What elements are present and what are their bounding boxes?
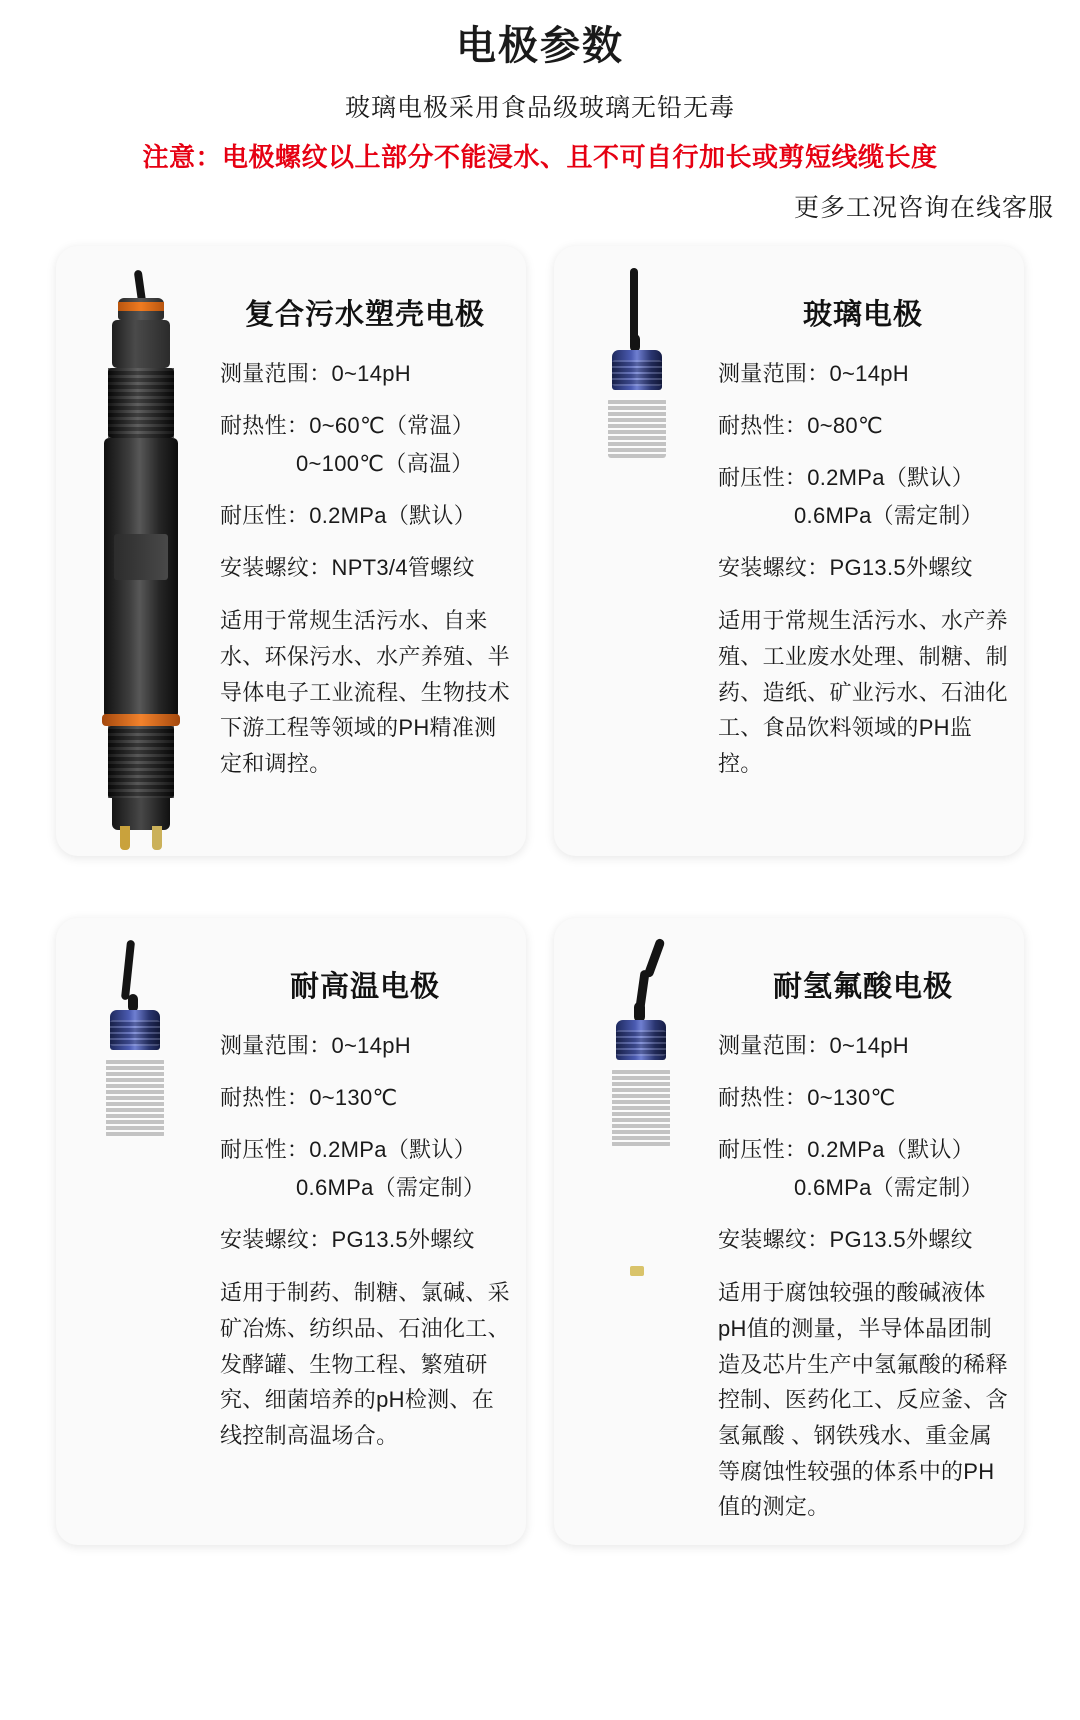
card-content xyxy=(216,936,510,1525)
spec-pressure-resistance: 耐压性：0.2MPa（默认） xyxy=(220,1137,477,1163)
card-title: 复合污水塑壳电极 xyxy=(244,299,485,331)
high-temperature-electrode-photo xyxy=(66,936,216,1525)
card-description: 适用于常规生活污水、水产养殖、工业废水处理、制糖、制药、造纸、矿业污水、石油化工、食品饮料领域的PH监控。 xyxy=(718,608,1008,776)
spec-measuring-range: 测量范围：0~14pH xyxy=(220,1033,411,1058)
spec-pressure-resistance: 耐压性：0.2MPa（默认） xyxy=(220,503,477,529)
electrode-card xyxy=(56,918,526,1545)
spec-mounting-thread: 安装螺纹：PG13.5外螺纹 xyxy=(220,1227,475,1253)
warning-text: 注意：电极螺纹以上部分不能浸水、且不可自行加长或剪短线缆长度 xyxy=(142,142,938,172)
spec-heat-resistance: 耐热性：0~130℃ xyxy=(718,1085,896,1111)
spec-heat-resistance: 耐热性：0~60℃（常温） xyxy=(220,413,475,439)
card-description: 适用于制药、制糖、氯碱、采矿冶炼、纺织品、石油化工、发酵罐、生物工程、繁殖研究、细菌培养的pH检测、在线控制高温场合。 xyxy=(220,1280,510,1448)
page-title: 电极参数 xyxy=(456,24,624,68)
card-image xyxy=(564,264,714,836)
page-header xyxy=(0,0,1080,224)
hydrofluoric-acid-electrode-photo xyxy=(564,936,714,1525)
card-description: 适用于常规生活污水、自来水、环保污水、水产养殖、半导体电子工业流程、生物技术下游工程等领域的PH精准测定和调控。 xyxy=(220,608,510,776)
spec-heat-resistance-high: 0~100℃（高温） xyxy=(296,451,474,477)
electrode-card xyxy=(554,918,1024,1545)
spec-mounting-thread: 安装螺纹：PG13.5外螺纹 xyxy=(718,1227,973,1253)
spec-pressure-resistance-custom: 0.6MPa（需定制） xyxy=(794,1175,984,1201)
card-content xyxy=(714,264,1008,836)
electrode-card xyxy=(56,246,526,856)
card-content xyxy=(216,264,510,836)
spec-mounting-thread: 安装螺纹：NPT3/4管螺纹 xyxy=(220,555,475,581)
electrode-card-grid xyxy=(0,246,1080,1545)
card-description: 适用于腐蚀较强的酸碱液体pH值的测量，半导体晶团制造及芯片生产中氢氟酸的稀释控制、医药化工、反应釜、含氢氟酸 、钢铁残水、重金属等腐蚀性较强的体系中的PH值的测定。 xyxy=(718,1280,1008,1520)
spec-mounting-thread: 安装螺纹：PG13.5外螺纹 xyxy=(718,555,973,581)
plastic-housing-electrode-photo xyxy=(66,264,216,836)
spec-pressure-resistance: 耐压性：0.2MPa（默认） xyxy=(718,465,975,491)
spec-measuring-range: 测量范围：0~14pH xyxy=(718,1033,909,1058)
spec-measuring-range: 测量范围：0~14pH xyxy=(718,361,909,386)
spec-measuring-range: 测量范围：0~14pH xyxy=(220,361,411,386)
spec-heat-resistance: 耐热性：0~80℃ xyxy=(718,413,883,439)
card-title: 耐高温电极 xyxy=(289,971,440,1003)
spec-pressure-resistance: 耐压性：0.2MPa（默认） xyxy=(718,1137,975,1163)
spec-heat-resistance: 耐热性：0~130℃ xyxy=(220,1085,398,1111)
card-image xyxy=(66,936,216,1525)
spec-pressure-resistance-custom: 0.6MPa（需定制） xyxy=(296,1175,486,1201)
page-subtitle: 玻璃电极采用食品级玻璃无铅无毒 xyxy=(344,94,735,122)
card-title: 玻璃电极 xyxy=(802,299,923,331)
card-image xyxy=(564,936,714,1525)
service-note: 更多工况咨询在线客服 xyxy=(793,194,1054,222)
electrode-card xyxy=(554,246,1024,856)
glass-electrode-photo xyxy=(564,264,714,836)
card-content xyxy=(714,936,1008,1525)
spec-pressure-resistance-custom: 0.6MPa（需定制） xyxy=(794,503,984,529)
card-title: 耐氢氟酸电极 xyxy=(772,971,953,1003)
card-image xyxy=(66,264,216,836)
